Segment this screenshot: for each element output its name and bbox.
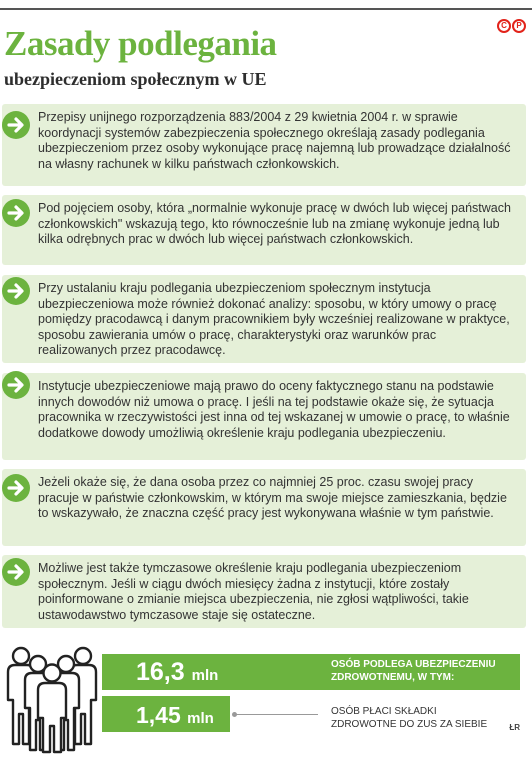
info-box-6 [2,555,526,628]
total-insured-unit: mln [191,667,219,684]
label-connector-line [234,714,318,715]
zus-payers-number: 1,45 [136,702,181,728]
info-text: Pod pojęciem osoby, która „normalnie wykonuje pracę w dwóch lub więcej państwach członkowskich" wskazują tego, kto równocześnie lub na zmianę wykonuje jedną lub kilka odrębnych prac w dwóch lub więcej państwach członkowskich. [38,201,511,246]
total-insured-number: 16,3 [136,658,185,686]
total-insured-value [136,654,218,694]
info-text: Przy ustalaniu kraju podlegania ubezpieczeniom społecznym instytucja ubezpieczeniowa może również dokonać analizy: sposobu, w który umowy o pracę pomiędzy pracodawcą i danym pracownikiem były wcześniej realizowane w praktyce, sposobu zawierania umów o pracę, charakterystyki oraz warunków prac realizowanych przez pracodawcę. [38,281,510,357]
arrow-right-icon [2,371,30,399]
zus-payers-unit: mln [187,710,214,727]
arrow-right-icon [2,558,30,586]
zus-payers-label-line-1: OSÓB PŁACI SKŁADKI [331,706,437,717]
info-text: Przepisy unijnego rozporządzenia 883/2004 z 29 kwietnia 2004 r. w sprawie koordynacji systemów zabezpieczenia społecznego określają zasady podlegania ubezpieczeniom przez osoby wykonujące pracę najemną lub prowadzące działalność na własny rachunek w kilku państwach członkowskich. [38,110,511,171]
arrow-right-icon [2,111,30,139]
info-box-5 [2,469,526,546]
info-box-2 [2,195,526,265]
info-box-4 [2,373,526,460]
logo-letter-c: C [497,19,511,33]
page-title: Zasady podlegania [4,24,277,63]
publisher-logo [497,19,526,33]
info-text: Jeżeli okaże się, że dana osoba przez co najmniej 25 proc. czasu swojej pracy pracuje w państwie członkowskim, w którym ma swoje miejsce zamieszkania, będzie to wskazywało, że znaczna część pracy jest wykonywana właśnie w tym państwie. [38,475,507,520]
arrow-right-icon [2,277,30,305]
author-credit: ŁR [509,723,520,732]
zus-payers-label [331,705,487,731]
page-subtitle: ubezpieczeniom społecznym w UE [4,69,267,89]
info-text: Instytucje ubezpieczeniowe mają prawo do oceny faktycznego stanu na podstawie innych dowodów niż umowa o pracę. I jeśli na tej podstawie okaże się, że sytuacja pracownika w rzeczywistości jest inna od tej wskazanej w umowie o pracę, to właśnie dodatkowe dowody umożliwią określenie kraju podlegania ubezpieczeniu. [38,379,510,440]
info-box-1 [2,104,526,186]
top-rule [0,8,532,10]
people-group-icon [4,642,100,754]
arrow-right-icon [2,199,30,227]
info-text: Możliwe jest także tymczasowe określenie kraju podlegania ubezpieczeniom społecznym. Jeśli w ciągu dwóch miesięcy żadna z instytucji, które zostały poinformowane o zmianie miejsca ubezpieczenia, nie zgłosi wątpliwości, takie ustawodawstwo tymczasowe staje się ostateczne. [38,561,469,622]
zus-payers-value [136,698,214,736]
arrow-right-icon [2,474,30,502]
statistics-panel [0,642,532,760]
info-box-3 [2,275,526,363]
zus-payers-label-line-2: ZDROWOTNE DO ZUS ZA SIEBIE [331,719,488,730]
logo-letter-p: P [512,19,526,33]
info-box-list [0,104,526,628]
total-insured-label: OSÓB PODLEGA UBEZPIECZENIU ZDROWOTNEMU, W TYM: [331,659,496,683]
